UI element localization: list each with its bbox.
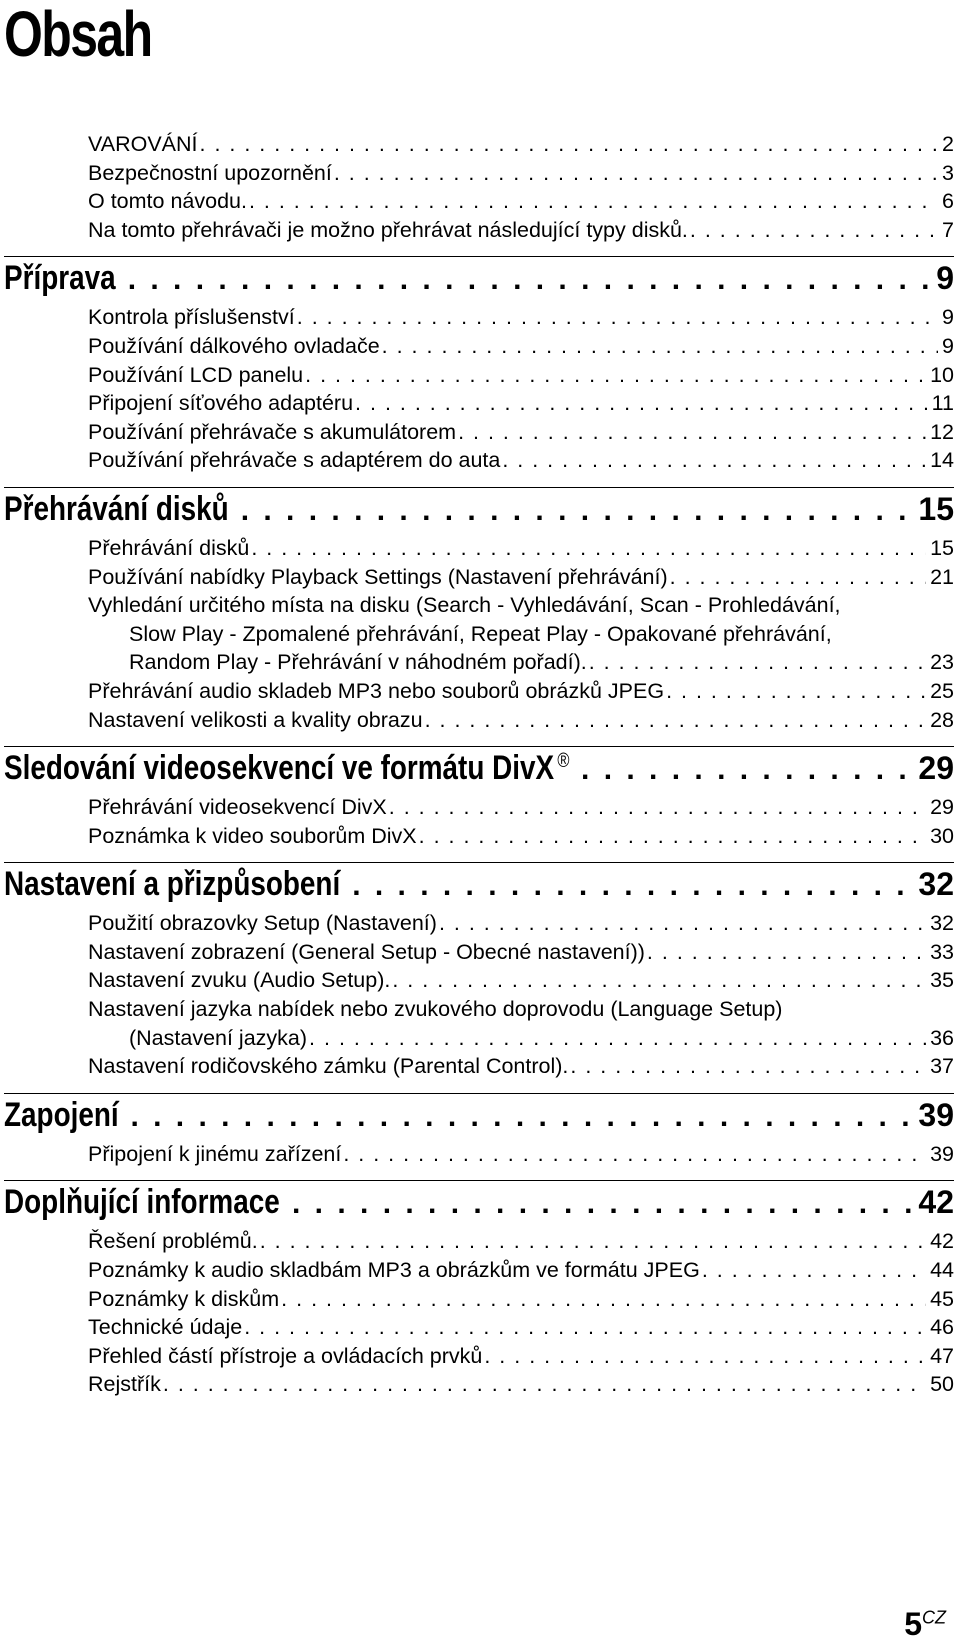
dot-leader xyxy=(666,677,926,706)
toc-entry-page: 35 xyxy=(930,968,954,993)
dot-leader xyxy=(281,1285,926,1314)
toc-entry-text: Nastavení zobrazení (General Setup - Obecné nastavení)) xyxy=(88,939,645,964)
toc-entry-page: 47 xyxy=(930,1343,954,1368)
toc-entry[interactable] xyxy=(88,1052,954,1081)
section-page: 15 xyxy=(918,490,954,527)
toc-entry[interactable] xyxy=(88,995,954,1052)
toc-entry[interactable] xyxy=(88,909,954,938)
toc-entry-text: Přehrávání videosekvencí DivX xyxy=(88,795,387,820)
section-page: 29 xyxy=(918,750,954,787)
toc-entry-text: Technické údaje xyxy=(88,1315,243,1340)
dot-leader xyxy=(647,938,926,967)
toc-entry-text: VAROVÁNÍ xyxy=(88,132,198,156)
toc-entry[interactable] xyxy=(88,563,954,592)
toc-entry-text: Použití obrazovky Setup (Nastavení) xyxy=(88,911,437,936)
toc-entry[interactable] xyxy=(88,418,954,447)
dot-leader xyxy=(292,1187,912,1231)
dot-leader xyxy=(484,1342,926,1371)
toc-entry-text: Přehrávání disků xyxy=(88,535,250,560)
section-title-text: Zapojení xyxy=(4,1095,119,1134)
toc-entry-text: Poznámky k audio skladbám MP3 a obrázkům ve formátu JPEG xyxy=(88,1258,700,1283)
toc-entry-page: 37 xyxy=(930,1054,954,1079)
toc-entry-page: 9 xyxy=(942,333,954,358)
dot-leader xyxy=(200,130,939,159)
toc-entry-page: 36 xyxy=(930,1025,954,1050)
toc-entry[interactable] xyxy=(88,130,954,159)
toc-entry[interactable] xyxy=(88,1285,954,1314)
dot-leader xyxy=(128,263,931,307)
toc-section-heading[interactable] xyxy=(4,487,954,534)
toc-entry-text: Používání nabídky Playback Settings (Nastavení přehrávání) xyxy=(88,564,668,589)
dot-leader xyxy=(502,446,926,475)
toc-entry[interactable] xyxy=(88,938,954,967)
dot-leader xyxy=(355,389,928,418)
toc-entry[interactable] xyxy=(88,303,954,332)
toc-entry[interactable] xyxy=(88,389,954,418)
toc-entry[interactable] xyxy=(88,332,954,361)
toc-entry-text: Bezpečnostní upozornění xyxy=(88,160,332,185)
toc-entry-page: 50 xyxy=(930,1372,954,1397)
language-code: CZ xyxy=(922,1607,946,1628)
dot-leader xyxy=(309,1024,926,1053)
toc-entry[interactable] xyxy=(88,1227,954,1256)
toc-section-heading[interactable] xyxy=(4,862,954,909)
page-number xyxy=(904,1606,946,1643)
toc-entry-text: Nastavení velikosti a kvality obrazu xyxy=(88,707,423,732)
dot-leader xyxy=(163,1370,926,1399)
toc-entry[interactable] xyxy=(88,966,954,995)
section-title-text: Nastavení a přizpůsobení xyxy=(4,865,341,904)
toc-entry-page: 9 xyxy=(942,305,954,330)
dot-leader xyxy=(251,534,926,563)
toc-entry-text: Poznámka k video souborům DivX xyxy=(88,823,417,848)
dot-leader xyxy=(260,1227,926,1256)
dot-leader xyxy=(581,753,912,797)
dot-leader xyxy=(343,1140,926,1169)
toc-entry-text: (Nastavení jazyka) xyxy=(129,1025,308,1050)
toc-entry[interactable] xyxy=(88,822,954,851)
section-title xyxy=(4,1183,280,1222)
toc-entry[interactable] xyxy=(88,187,954,216)
toc-entry-page: 25 xyxy=(930,678,954,703)
toc-entry-page: 42 xyxy=(930,1229,954,1254)
toc-entry[interactable] xyxy=(88,446,954,475)
dot-leader xyxy=(249,187,938,216)
toc-entry-page: 29 xyxy=(930,795,954,820)
section-title xyxy=(4,259,116,298)
toc-section-heading[interactable] xyxy=(4,1180,954,1227)
toc-entry-text: Přehled částí přístroje a ovládacích prvků xyxy=(88,1343,483,1368)
toc-entry[interactable] xyxy=(88,1140,954,1169)
section-page: 42 xyxy=(918,1184,954,1221)
toc-entry[interactable] xyxy=(88,677,954,706)
section-title xyxy=(4,1096,119,1135)
toc-entry-page: 46 xyxy=(930,1315,954,1340)
section-page: 32 xyxy=(918,866,954,903)
dot-leader xyxy=(382,332,938,361)
toc-entry-text: Používání LCD panelu xyxy=(88,362,304,387)
toc-entry[interactable] xyxy=(88,534,954,563)
section-title-text: Sledování videosekvencí ve formátu DivX xyxy=(4,749,555,788)
section-title xyxy=(4,865,340,904)
toc-entry-text-line: Slow Play - Zpomalené přehrávání, Repeat Play - Opakované přehrávání, xyxy=(129,621,832,646)
section-title-text: Příprava xyxy=(4,259,116,298)
toc-entry-text: Poznámky k diskům xyxy=(88,1286,280,1311)
toc-entry-page: 33 xyxy=(930,939,954,964)
toc-entry-text: O tomto návodu. xyxy=(88,189,247,214)
page-title: Obsah xyxy=(4,0,152,70)
dot-leader xyxy=(425,706,926,735)
section-title-text: Doplňující informace xyxy=(4,1183,280,1222)
toc-entry-page: 28 xyxy=(930,707,954,732)
table-of-contents xyxy=(0,130,960,1399)
toc-entry-page: 15 xyxy=(930,535,954,560)
dot-leader xyxy=(130,1100,912,1144)
toc-entry[interactable] xyxy=(88,1370,954,1399)
dot-leader xyxy=(244,1313,926,1342)
toc-entry-page: 3 xyxy=(942,160,954,185)
dot-leader xyxy=(334,159,938,188)
section-title xyxy=(4,490,229,529)
toc-entry-text: Řešení problémů. xyxy=(88,1229,258,1254)
toc-entry-text: Používání přehrávače s adaptérem do auta xyxy=(88,448,501,473)
dot-leader xyxy=(690,216,938,245)
dot-leader xyxy=(392,966,926,995)
toc-entry[interactable] xyxy=(88,1313,954,1342)
toc-entry-text: Nastavení rodičovského zámku (Parental Control). xyxy=(88,1054,569,1079)
toc-entry-text: Přehrávání audio skladeb MP3 nebo souborů obrázků JPEG xyxy=(88,678,665,703)
toc-entry[interactable] xyxy=(88,159,954,188)
toc-entry-text: Nastavení zvuku (Audio Setup). xyxy=(88,968,391,993)
toc-entry-page: 23 xyxy=(930,650,954,675)
toc-entry-text: Používání dálkového ovladače xyxy=(88,333,380,358)
dot-leader xyxy=(589,648,926,677)
toc-section-heading[interactable] xyxy=(4,1093,954,1140)
toc-entry-page: 30 xyxy=(930,823,954,848)
toc-entry-page: 12 xyxy=(930,419,954,444)
dot-leader xyxy=(419,822,926,851)
section-page: 9 xyxy=(936,260,954,297)
dot-leader xyxy=(670,563,926,592)
toc-entry-page: 2 xyxy=(942,132,954,156)
dot-leader xyxy=(458,418,926,447)
dot-leader xyxy=(297,303,938,332)
toc-entry[interactable] xyxy=(88,706,954,735)
dot-leader xyxy=(352,869,912,913)
toc-entry[interactable] xyxy=(88,793,954,822)
toc-entry[interactable] xyxy=(88,1256,954,1285)
toc-entry-text-line: Nastavení jazyka nabídek nebo zvukového doprovodu (Language Setup) xyxy=(88,997,783,1022)
toc-entry-text: Random Play - Přehrávání v náhodném pořadí). xyxy=(129,650,587,675)
dot-leader xyxy=(241,494,913,538)
toc-entry-page: 44 xyxy=(930,1258,954,1283)
toc-entry-text: Kontrola příslušenství xyxy=(88,305,295,330)
toc-entry[interactable] xyxy=(88,1342,954,1371)
toc-entry-text-line: Vyhledání určitého místa na disku (Search - Vyhledávání, Scan - Prohledávání, xyxy=(88,593,841,618)
toc-entry[interactable] xyxy=(88,216,954,245)
dot-leader xyxy=(305,361,926,390)
toc-entry-page: 7 xyxy=(942,217,954,242)
toc-entry-page: 11 xyxy=(931,391,954,416)
toc-entry-page: 45 xyxy=(930,1286,954,1311)
dot-leader xyxy=(570,1052,926,1081)
toc-entry-page: 14 xyxy=(930,448,954,473)
section-title-text: Přehrávání disků xyxy=(4,489,229,528)
toc-entry-page: 32 xyxy=(930,911,954,936)
toc-section-heading[interactable] xyxy=(4,256,954,303)
toc-entry-page: 21 xyxy=(930,564,954,589)
toc-entry-text: Připojení síťového adaptéru xyxy=(88,391,354,416)
toc-entry[interactable] xyxy=(88,361,954,390)
section-page: 39 xyxy=(918,1096,954,1133)
dot-leader xyxy=(702,1256,926,1285)
dot-leader xyxy=(389,793,926,822)
toc-entry-page: 10 xyxy=(930,362,954,387)
toc-entry-text: Rejstřík xyxy=(88,1372,161,1397)
dot-leader xyxy=(439,909,926,938)
toc-entry-text: Na tomto přehrávači je možno přehrávat následující typy disků. xyxy=(88,217,688,242)
toc-entry-text: Používání přehrávače s akumulátorem xyxy=(88,419,457,444)
toc-entry-page: 6 xyxy=(942,189,954,214)
page-number-value: 5 xyxy=(904,1606,922,1642)
toc-section-heading[interactable] xyxy=(4,746,954,793)
section-title xyxy=(4,749,569,788)
registered-mark: ® xyxy=(557,749,570,772)
toc-entry-text: Připojení k jinému zařízení xyxy=(88,1141,342,1166)
toc-entry-page: 39 xyxy=(930,1141,954,1166)
toc-entry[interactable] xyxy=(88,591,954,677)
